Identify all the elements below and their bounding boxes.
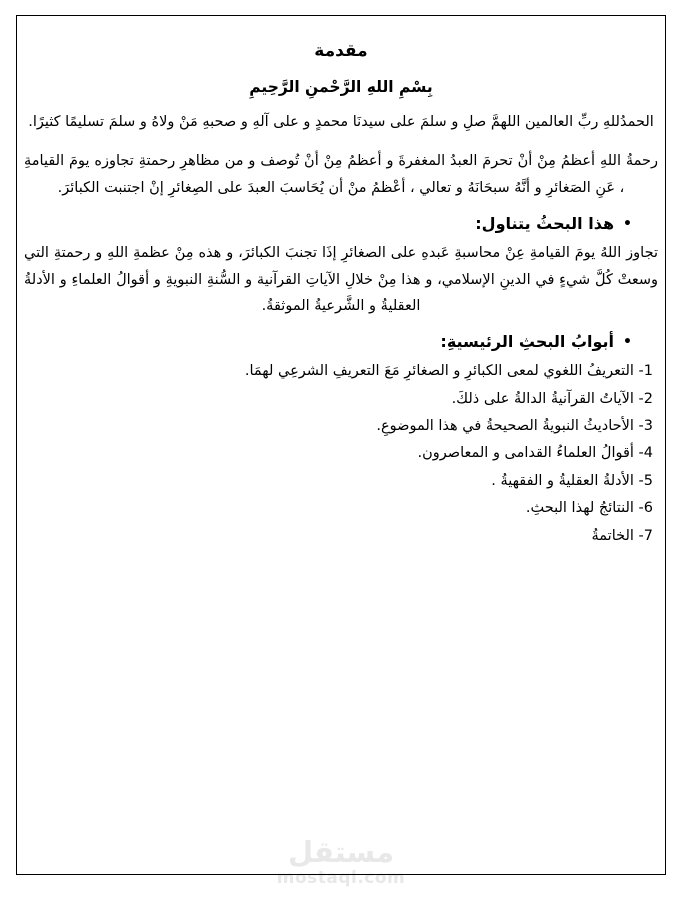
document-page bbox=[16, 15, 666, 888]
outline-item bbox=[24, 440, 653, 466]
scope-section-header bbox=[24, 214, 658, 233]
outline-item-number: 7- bbox=[638, 527, 653, 544]
bullet-icon: • bbox=[623, 216, 632, 233]
outline-item-number: 6- bbox=[638, 500, 653, 517]
outline-item bbox=[24, 495, 653, 521]
scope-header-label: هذا البحثُ يتناول: bbox=[475, 214, 615, 234]
outline-item bbox=[24, 468, 653, 494]
outline-item-text: الآياتُ القرآنيةُ الدالةُ على ذلكَ. bbox=[451, 390, 634, 407]
outline-item-text: الأحاديثُ النبويةُ الصحيحةُ في هذا الموضوعِ. bbox=[376, 418, 634, 434]
outline-section-header bbox=[24, 332, 658, 351]
outline-item-text: الخاتمةُ bbox=[591, 527, 634, 544]
outline-header-label: أبوابُ البحثِ الرئيسيةِ: bbox=[440, 332, 615, 352]
outline-item-text: التعريفُ اللغوي لمعى الكبائرِ و الصغائرِ مَعَ التعريفِ الشرعِي لهمَا. bbox=[244, 363, 634, 380]
mostaql-logo: مستقل bbox=[287, 835, 395, 869]
document-content bbox=[16, 15, 666, 875]
outline-item bbox=[24, 386, 653, 412]
outline-item-number: 5- bbox=[638, 472, 653, 489]
outline-item-number: 3- bbox=[638, 418, 653, 434]
outline-item bbox=[24, 413, 653, 439]
mercy-paragraph: رحمةُ اللهِ أعظمُ مِنْ أنْ تحرمَ العبدُ المغفرةَ و أعظمُ مِنْ أنْ تُوصف و من مظاهرِ رحمتةِ تجاوزه يومَ القيامةِ ، عَنِ الصَغائرِ و أنَّهُ سبحَانَهُ و تعالي ، أعْظمُ منْ أن يُحَاسبَ العبدَ على الصِغائرِ إنْ اجتنبت الكبائرَ. bbox=[24, 153, 658, 196]
page-title: مقدمة bbox=[314, 41, 368, 61]
outline-item-text: أقوالُ العلماءُ القدامى و المعاصرون. bbox=[417, 445, 634, 462]
outline-item-number: 4- bbox=[638, 445, 653, 462]
praise-paragraph: الحمدُللهِ ربِّ العالمين اللهمَّ صلِ و سلمَ على سيدنَا محمدٍ و على آلهِ و صحبهِ مَنْ ولاهُ و سلمَ تسليمًا كثيرًا. bbox=[28, 114, 654, 130]
bullet-icon: • bbox=[623, 334, 632, 351]
basmala-line: بِسْمِ اللهِ الرَّحْمنِ الرَّحِيمِ bbox=[249, 78, 433, 96]
outline-list bbox=[24, 358, 658, 549]
outline-item bbox=[24, 358, 653, 384]
scope-paragraph: تجاوز اللهُ يومَ القيامةِ عِنْ محاسبةِ عَبدهِ على الصغائرِ إذَا تجنبَ الكبائرَ، و هذه مِنْ عظمةِ اللهِ و رحمتةِ التي وسعتْ كُلَّ شيءٍ في الدينِ الإسلامي، و هذا مِنْ خلالِ الآياتِ القرآنية و السُّنةِ النبويةِ و أقوالُ العلماءِ و الأدلةُ العقليةُ و الشَّرعيةُ الموثقةُ. bbox=[24, 245, 658, 314]
outline-item-number: 1- bbox=[638, 363, 653, 380]
outline-item-number: 2- bbox=[638, 390, 653, 407]
outline-item-text: الأدلةُ العقليةُ و الفقهيةُ . bbox=[491, 472, 634, 489]
outline-item-text: النتائجُ لهذا البحثِ. bbox=[525, 500, 634, 517]
mostaql-domain-text: mostaql.com bbox=[276, 868, 406, 888]
outline-item bbox=[24, 523, 653, 549]
